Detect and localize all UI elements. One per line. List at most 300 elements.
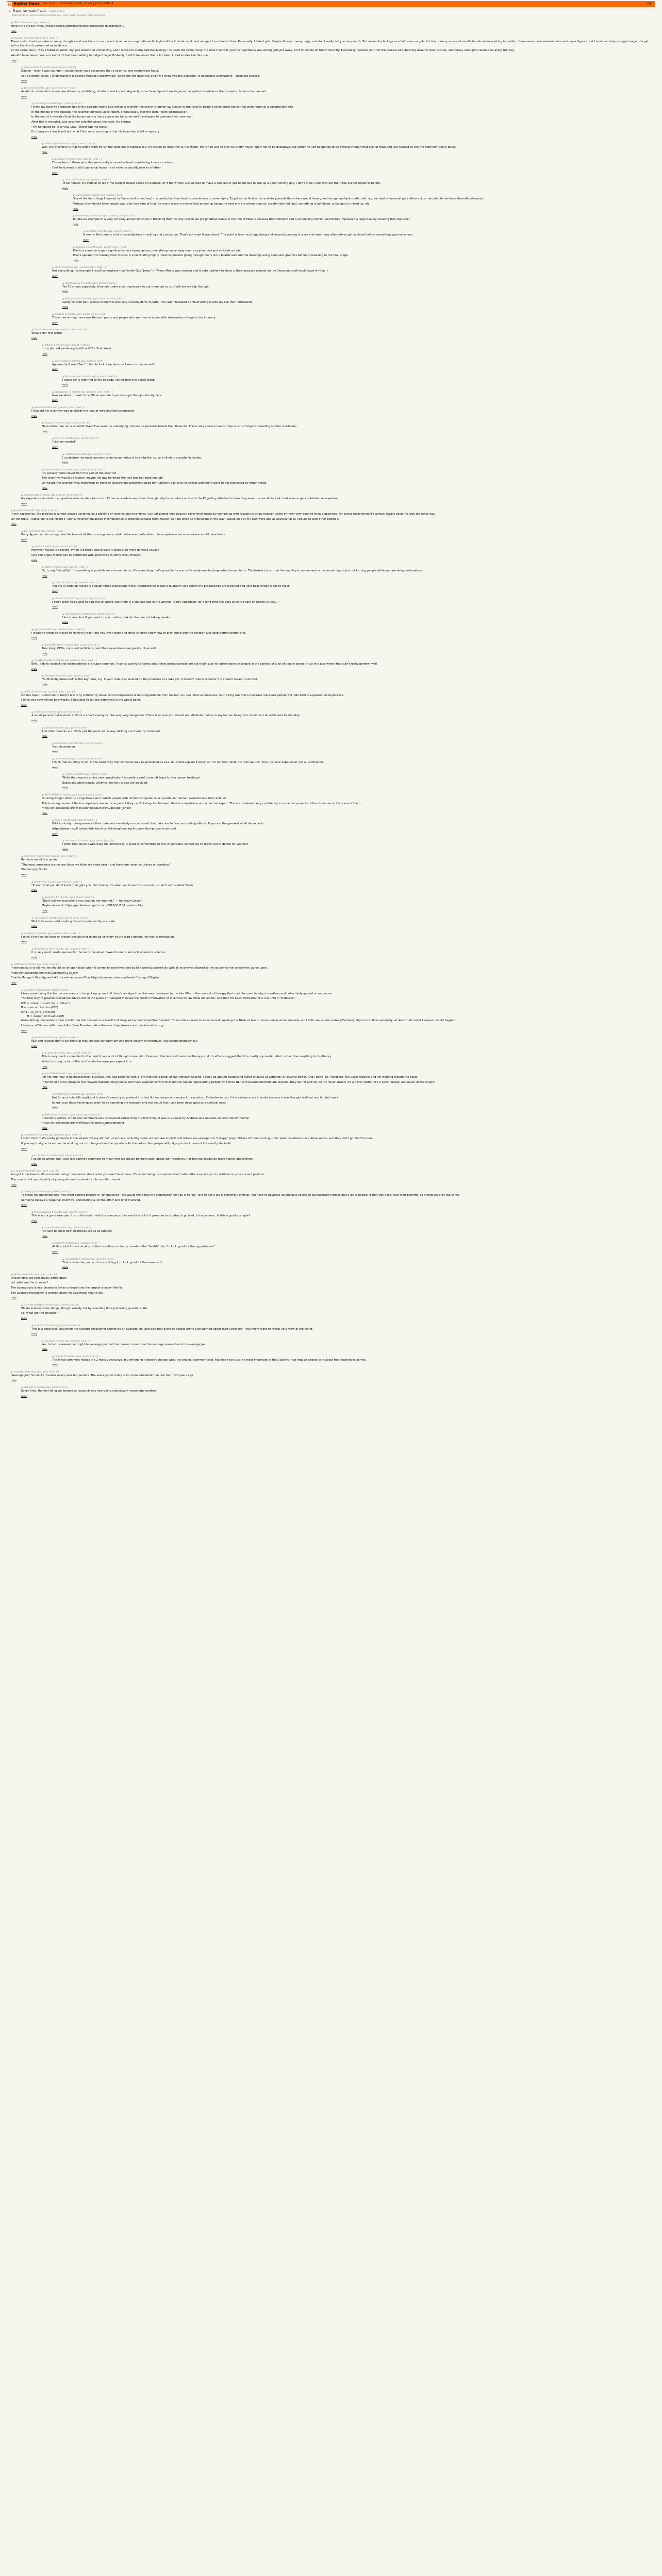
- reply-link[interactable]: reply: [52, 833, 58, 836]
- reply-link[interactable]: reply: [62, 306, 69, 309]
- reply-link[interactable]: reply: [42, 910, 48, 913]
- comment-meta[interactable]: marcc 6 months ago | parent | next [–]: [55, 582, 99, 585]
- reply-link[interactable]: reply: [42, 151, 48, 154]
- comment-paragraph: I wouldn't attribute malice to Hanlon's razor, but yes, even dogs and small children know how to play dumb and the children just keep getting better at it.: [31, 631, 246, 635]
- upvote-arrow-icon[interactable]: ▲: [42, 726, 44, 730]
- comment-paragraph: In my experience, the pipeline is almost always designed as a pipeline of rewards and incentives. Corrupt people meticulously cover their tracks by coming up with reasons to show neglect, some of them very good to show sloppiness. For senior researchers it's almost always easier to look the other way.: [11, 513, 436, 516]
- comment-meta[interactable]: hmmokay 6 months ago | parent | next [–]: [34, 103, 82, 106]
- comment-meta[interactable]: a_bonobo 6 months ago | prev | next [–]: [13, 1170, 59, 1173]
- comment-meta[interactable]: rsa 6 months ago | parent | prev | next [–]: [55, 757, 103, 760]
- comment-meta[interactable]: tomjakubowski 6 months ago | parent | next [–]: [34, 1211, 88, 1214]
- comment-paragraph: Charlie Munger's Misjudgment #1: Incentive-caused Bias https://www.youtube.com/watch?v=pqzcCfUglws: [11, 976, 160, 980]
- reply-link[interactable]: reply: [31, 559, 38, 562]
- reply-link[interactable]: reply: [11, 1183, 17, 1187]
- comment-meta[interactable]: nkrisc 6 months ago | parent | prev | next [–]: [55, 266, 106, 269]
- comment-body: [73, 197, 651, 206]
- upvote-arrow-icon[interactable]: ▲: [21, 1303, 23, 1307]
- upvote-arrow-icon[interactable]: ▲: [62, 375, 64, 378]
- comment-body: [62, 456, 651, 461]
- upvote-arrow-icon[interactable]: ▲: [11, 1170, 13, 1173]
- upvote-arrow-icon[interactable]: ▲: [62, 613, 64, 616]
- comment-meta[interactable]: cmrx64 6 months ago | parent | next [–]: [55, 1355, 101, 1358]
- comment: [21, 87, 655, 99]
- comment: [31, 1155, 655, 1166]
- upvote-arrow-icon[interactable]: ▲: [31, 1211, 34, 1214]
- comment-paragraph: It's hard to know how incentives are as all tangled.: [42, 1230, 113, 1233]
- reply-link[interactable]: reply: [42, 812, 48, 815]
- comment-meta[interactable]: jmichael 6 months ago | prev | next [–]: [13, 37, 58, 40]
- comment: [21, 933, 655, 944]
- comment-meta[interactable]: renewiltord 6 months ago | parent | prev | next [–]: [24, 1134, 81, 1137]
- upvote-arrow-icon[interactable]: ▲: [62, 282, 64, 285]
- reply-link[interactable]: reply: [21, 538, 27, 541]
- upvote-arrow-icon[interactable]: ▲: [73, 246, 75, 249]
- comment-paragraph: Unalienable: we collectively agree upon.: [11, 1276, 68, 1280]
- upvote-arrow-icon[interactable]: ▲: [42, 675, 44, 678]
- reply-link[interactable]: reply: [31, 135, 38, 139]
- upvote-arrow-icon[interactable]: ▲: [11, 22, 13, 24]
- upvote-arrow-icon[interactable]: ▲: [52, 313, 54, 316]
- reply-link[interactable]: reply: [11, 523, 17, 526]
- upvote-arrow-icon[interactable]: ▲: [52, 819, 54, 822]
- comment-meta[interactable]: sefrost 6 months ago | parent | next [–]: [55, 1242, 100, 1245]
- upvote-arrow-icon[interactable]: ▲: [31, 546, 34, 549]
- comment-paragraph: In the end, it's revealed that the bones were a fraud concocted by some mall developers to promote their new mall.: [31, 115, 193, 119]
- comment-paragraph: If memory serves, I think this sentiment was discovered earlier than the first thing; it was in a paper by Andreas and Andreas on core transformation.: [42, 1116, 251, 1120]
- comment-meta[interactable]: ur-whale 6 months ago | parent | next [–]: [44, 1052, 91, 1055]
- upvote-arrow-icon[interactable]: ▲: [52, 597, 54, 600]
- reply-link[interactable]: reply: [73, 208, 79, 211]
- comment-meta[interactable]: NoGravitas 6 months ago | parent | prev | next [–]: [44, 1113, 102, 1116]
- comment-paragraph: More often than not a scientific fraud I've seen the underlying motives be personal beliefs than financial. This is why science needs to be much stronger in weeding out the charlatans.: [42, 425, 297, 429]
- reply-link[interactable]: reply: [31, 637, 38, 640]
- comment-paragraph: At the same time, I was a failed scientist: my gels weren't as convincing, and I moved to computational biology. I've seen the same thing: the data that tells you the hypothesis was wrong gets put away. A lot of people do this innocently. Eventually I worked out that the process of publishing rewards clean stories, and messy data gets cleaned up along the way.: [11, 49, 515, 53]
- comment-meta[interactable]: pm_ 6 months ago | parent | next [–]: [24, 530, 66, 533]
- reply-link[interactable]: reply: [62, 1266, 69, 1269]
- reply-link[interactable]: reply: [52, 321, 58, 325]
- comment-body: [21, 1137, 651, 1146]
- comment-meta[interactable]: lostlogin 6 months ago | parent | next [–]: [24, 1386, 71, 1389]
- reply-link[interactable]: reply: [21, 502, 27, 505]
- upvote-arrow-icon[interactable]: ▲: [21, 87, 23, 90]
- upvote-arrow-icon[interactable]: ▲: [21, 690, 23, 693]
- comment-meta[interactable]: spdegabrielle 6 months ago | parent | prev | next [–]: [65, 297, 125, 300]
- comment-meta[interactable]: MilStar 6 months ago | next [–]: [13, 22, 49, 24]
- upvote-arrow-icon[interactable]: ▲: [62, 179, 64, 182]
- comment-meta[interactable]: cb321 6 months ago | parent | prev | next [–]: [24, 690, 75, 693]
- reply-link[interactable]: reply: [21, 1317, 27, 1320]
- comment-paragraph: I conjecture the most common underlying motive is to embellish cv, and climb the academic ladder.: [62, 456, 202, 460]
- reply-link[interactable]: reply: [11, 1379, 17, 1382]
- reply-link[interactable]: reply: [31, 956, 38, 959]
- comment-meta[interactable]: Anotherhue 6 months ago | parent | next [–]: [65, 613, 115, 616]
- reply-link[interactable]: reply: [62, 848, 69, 851]
- comment-paragraph: The best way to provide procedural advice within the guide or therapist involves the client's motivation or incentive for an initial behaviour, and then for each motivation it is run until it "stabilizes".: [21, 997, 296, 1001]
- reply-link[interactable]: reply: [42, 1065, 48, 1069]
- upvote-arrow-icon[interactable]: ▲: [52, 391, 54, 394]
- comment-body: [31, 549, 651, 557]
- comment-paragraph: I think it isn't on loc tests or present results that might be contrary to the lead's dogma, for fear of retribution.: [21, 935, 175, 939]
- comment-meta[interactable]: a_bonobo 6 months ago | parent | next [–]: [44, 1227, 93, 1230]
- reply-link[interactable]: reply: [42, 487, 48, 490]
- upvote-arrow-icon[interactable]: ▲: [31, 917, 34, 920]
- reply-link[interactable]: reply: [31, 720, 38, 722]
- comment: [31, 659, 655, 671]
- comment-paragraph: Not everything, for example I recall somewhere that Family Guy "jokes" in Tween Meats was random and it didn't adhere to show culture because nobody on the Simpsons staff would have written it.: [52, 269, 329, 273]
- comment-meta[interactable]: B1FF_PSUVM 6 months ago | parent | prev | next [–]: [44, 793, 104, 796]
- reply-link[interactable]: reply: [52, 751, 58, 754]
- story-title[interactable]: Fraud, so much fraud: [12, 9, 46, 13]
- reply-link[interactable]: reply: [42, 735, 48, 738]
- reply-link[interactable]: reply: [52, 275, 58, 278]
- reply-link[interactable]: reply: [31, 1045, 38, 1048]
- comment-paragraph: Apparently it was "Bart". I had to look it up because I was curious as well.: [52, 363, 155, 366]
- comment-meta[interactable]: BiLuvsMoney 6 months ago | parent | next [–]: [65, 375, 117, 378]
- comment-meta[interactable]: pydry 6 months ago | parent | prev | next [–]: [34, 628, 85, 631]
- reply-link[interactable]: reply: [73, 259, 79, 262]
- comment-meta[interactable]: ssnistfajen 6 months ago | parent | next [–]: [34, 1155, 84, 1158]
- upvote-arrow-icon[interactable]: ▲: [42, 793, 44, 796]
- comment-meta[interactable]: jawns 6 months ago | parent | prev | next [–]: [34, 406, 85, 410]
- upvote-arrow-icon[interactable]: ▲: [21, 855, 23, 858]
- comment: [42, 422, 655, 434]
- nav-jobs[interactable]: jobs: [95, 2, 101, 6]
- reply-link[interactable]: reply: [42, 352, 48, 355]
- comment-meta[interactable]: aqsalose 6 months ago | parent | prev | next [–]: [75, 246, 130, 249]
- comment-paragraph: It is very much useful excuse for the narrative about flawed humans and anti science is science.: [31, 951, 166, 954]
- upvote-arrow-icon[interactable]: ▲: [52, 1355, 54, 1358]
- comment-paragraph: As I've gotten older, I understand that Charlie Munger's observation "Show me the incentive and I will show you the outcome" is applicable everywhere - including science.: [21, 74, 260, 78]
- comment-meta[interactable]: samatman 6 months ago | parent | next [–]: [65, 840, 114, 843]
- upvote-arrow-icon[interactable]: ▲: [52, 1242, 54, 1245]
- upvote-arrow-icon[interactable]: ▲: [31, 1155, 34, 1158]
- upvote-arrow-icon[interactable]: ▲: [42, 566, 44, 569]
- reply-link[interactable]: reply: [31, 1163, 38, 1166]
- comment-meta[interactable]: hannasanarion 6 months ago | parent | prev | next [–]: [44, 468, 106, 471]
- comment-paragraph: We do achieve some things, though usually not by spending time pondering questions like.: [21, 1307, 148, 1310]
- reply-link[interactable]: reply: [62, 187, 69, 190]
- comment-paragraph: I think my favorite Simpsons gag is the episode where Lisa enlists a scientist (voiced by Stephen Jay Gould) to run tests to debunk some angel bones that were found at a construction site.: [31, 106, 294, 109]
- comment-meta[interactable]: andrewstuart 6 months ago | parent | prev | next [–]: [24, 494, 84, 497]
- upvote-arrow-icon[interactable]: ▲: [42, 1113, 44, 1116]
- upvote-arrow-icon[interactable]: ▲: [11, 1273, 13, 1276]
- nav-ask[interactable]: ask: [77, 2, 82, 6]
- reply-link[interactable]: reply: [52, 368, 58, 371]
- upvote-arrow-icon[interactable]: ▲: [21, 1191, 23, 1194]
- reply-link[interactable]: reply: [31, 1333, 38, 1336]
- reply-link[interactable]: reply: [31, 668, 38, 671]
- comment-meta[interactable]: guyoverthere 6 months ago | parent | next [–]: [24, 66, 76, 70]
- upvote-arrow-icon[interactable]: ▲: [73, 194, 75, 197]
- reply-link[interactable]: reply: [42, 1235, 48, 1238]
- comment: [42, 143, 655, 155]
- reply-link[interactable]: reply: [31, 889, 38, 892]
- story-domain[interactable]: (science.org): [49, 10, 64, 13]
- upvote-arrow-icon[interactable]: ▲: [52, 158, 54, 161]
- upvote-arrow-icon[interactable]: ▲: [73, 215, 75, 218]
- comment-paragraph: Would I have been more successful if I had been willing to fudge things? Probably. I still think about that a lot when I read stories like this one.: [11, 54, 209, 57]
- y-logo-icon[interactable]: Y: [8, 2, 11, 7]
- upvote-arrow-icon[interactable]: ▲: [11, 1371, 13, 1374]
- comment-meta[interactable]: daveguy 6 months ago | parent | next [–]: [24, 1191, 71, 1194]
- comment-paragraph: On the topic, I subscribe to Joe Moore's "any sufficiently advanced incompetence is indistinguishable from malice" so I am often as meticulous in the way I would look at my own work and as adversarial as I would be with other people's.: [11, 517, 340, 521]
- upvote-arrow-icon[interactable]: ▲: [52, 742, 54, 745]
- upvote-arrow-icon[interactable]: ▲: [31, 948, 34, 951]
- reply-link[interactable]: reply: [21, 80, 27, 83]
- upvote-arrow-icon[interactable]: ▲: [42, 896, 44, 899]
- comment-meta[interactable]: bravura 6 months ago | parent | next [–]: [34, 1324, 80, 1327]
- reply-link[interactable]: reply: [31, 925, 38, 928]
- upvote-arrow-icon[interactable]: ▲: [62, 773, 64, 776]
- comment: [21, 989, 655, 1033]
- nav-show[interactable]: show: [85, 2, 92, 6]
- comment-meta[interactable]: mistermann 6 months ago | parent | next [–]: [55, 1093, 106, 1096]
- upvote-arrow-icon[interactable]: ▲: [21, 1134, 23, 1137]
- comment-meta[interactable]: patch 6 months ago | parent | next [–]: [44, 566, 88, 569]
- comment-body: [42, 1055, 651, 1064]
- comment: [21, 855, 655, 877]
- comment-paragraph: until is_core_state(M):: [21, 1010, 57, 1014]
- nav-new[interactable]: new: [42, 2, 48, 6]
- comment-body: [42, 569, 651, 573]
- comment-paragraph: I'm not into "NLP is pseudoscience" business. I've had patience with it. I'm into being proof of NLP efficacy. Second, I don't go around suggesting factor analysis or astrology or psychic power. And I don't like "hardcore" the usual rebuttal and I'm working toward the basis.: [42, 1076, 418, 1079]
- nav-past[interactable]: past: [51, 2, 57, 6]
- reply-link[interactable]: reply: [73, 223, 79, 226]
- upvote-arrow-icon[interactable]: ▲: [42, 1052, 44, 1055]
- comment-paragraph: The core is that you should put your goals and constraints into a public domain.: [11, 1178, 122, 1182]
- reply-link[interactable]: reply: [52, 172, 58, 175]
- comment-body: [21, 694, 651, 703]
- comment: [52, 742, 655, 754]
- reply-link[interactable]: reply: [21, 1147, 27, 1150]
- comment-meta[interactable]: ajkjk 6 months ago | parent | next [–]: [55, 819, 97, 822]
- reply-link[interactable]: reply: [52, 766, 58, 769]
- comment-meta[interactable]: wesleyyue 6 months ago | parent | prev | next [–]: [34, 917, 90, 920]
- comment-meta[interactable]: kristopolous 6 months ago | parent | prev | next [–]: [55, 391, 113, 394]
- upvote-arrow-icon[interactable]: ▲: [31, 1037, 34, 1040]
- comment-meta[interactable]: hackernewds 6 months ago | parent | prev | next [–]: [75, 215, 135, 218]
- comment-meta[interactable]: SantalBlush 6 months ago | parent | next [–]: [65, 1258, 115, 1261]
- reply-link[interactable]: reply: [42, 1127, 48, 1130]
- upvote-arrow-icon[interactable]: ▲: [21, 932, 23, 935]
- upvote-arrow-icon[interactable]: ▲: [52, 437, 54, 440]
- comment: [52, 582, 655, 594]
- comment-paragraph: The initial comment makes the 2 mostly exclusive. You reframing it doesn't change what the original comment said. You also have just the most important of the 2 points: that regular people care about their incentives as well.: [52, 1358, 367, 1362]
- comment-meta[interactable]: geoduck14 6 months ago | parent | next [–]: [44, 896, 94, 899]
- reply-link[interactable]: reply: [42, 574, 48, 578]
- upvote-arrow-icon[interactable]: ▲: [83, 230, 85, 233]
- comment-paragraph: D&K ironically misrepresented their data and massively misconstrued that data due to floor and ceiling effects. If you are the greatest of all the experts...: [52, 822, 267, 826]
- upvote-arrow-icon[interactable]: ▲: [52, 1093, 54, 1096]
- reply-link[interactable]: reply: [31, 337, 38, 340]
- reply-link[interactable]: reply: [42, 430, 48, 433]
- comment: [42, 469, 655, 490]
- reply-link[interactable]: reply: [52, 606, 58, 609]
- upvote-arrow-icon[interactable]: ▲: [21, 494, 23, 497]
- comment: [52, 313, 655, 325]
- comment-paragraph: Dunning-Kruger effect is a cognitive bias in which people with limited competence in a particular domain overestimate their abilities.: [42, 796, 227, 800]
- upvote-arrow-icon[interactable]: ▲: [11, 37, 13, 40]
- reply-link[interactable]: reply: [52, 1364, 58, 1367]
- comment-meta[interactable]: ddsiv 6 months ago | parent | next [–]: [34, 546, 77, 549]
- upvote-arrow-icon[interactable]: ▲: [21, 1386, 23, 1389]
- comment-meta[interactable]: wouldbecouldbe 6 months ago | parent | prev | next [–]: [34, 659, 97, 663]
- comment-paragraph: I don't think that's really gonna be in the wheel? I'd say all their incentives, including some of them are implicit and others are emergent in "creepy" ways. Others of them coming up for what incentives our culture wants, and they don't go. Stuff is done.: [21, 1137, 374, 1141]
- comment-meta[interactable]: cesarb 6 months ago | parent | next [–]: [65, 773, 110, 776]
- comment-paragraph: Every time, the first thing we learned at research was how being statistically meaningful matters.: [21, 1389, 158, 1393]
- comment-meta[interactable]: jonahx 6 months ago | parent | next [–]: [34, 1037, 79, 1040]
- reply-link[interactable]: reply: [52, 446, 58, 449]
- comment-body: [52, 161, 651, 170]
- comment-meta[interactable]: stouset 6 months ago | parent | prev | next [–]: [55, 597, 108, 600]
- reply-link[interactable]: reply: [31, 1219, 38, 1223]
- upvote-arrow-icon[interactable]: ▲: [62, 297, 64, 300]
- reply-link[interactable]: reply: [42, 1086, 48, 1089]
- upvote-arrow-icon[interactable]: ▲: [9, 10, 11, 13]
- upvote-arrow-icon[interactable]: ▲: [31, 329, 34, 332]
- comment-meta[interactable]: danielbln 6 months ago | parent | next [–]: [86, 230, 133, 233]
- reply-link[interactable]: reply: [11, 30, 17, 33]
- upvote-arrow-icon[interactable]: ▲: [42, 1340, 44, 1343]
- comment-meta[interactable]: ChrisMarshallNY 6 months ago | parent | next [–]: [24, 1303, 79, 1307]
- upvote-arrow-icon[interactable]: ▲: [42, 1073, 44, 1076]
- upvote-arrow-icon[interactable]: ▲: [31, 711, 34, 714]
- reply-link[interactable]: reply: [52, 1107, 58, 1110]
- comment: [42, 1340, 655, 1352]
- comment-meta[interactable]: mordae 6 months ago | parent | next [–]: [65, 179, 111, 182]
- reply-link[interactable]: reply: [11, 1297, 17, 1300]
- comment-paragraph: "I'm not going to lie to you, Lisa. I never ran the tests.": [31, 125, 108, 129]
- upvote-arrow-icon[interactable]: ▲: [52, 757, 54, 760]
- comment-meta[interactable]: JohnFen 6 months ago | parent | prev | next [–]: [24, 855, 77, 858]
- reply-link[interactable]: reply: [52, 1250, 58, 1253]
- upvote-arrow-icon[interactable]: ▲: [52, 266, 54, 269]
- upvote-arrow-icon[interactable]: ▲: [42, 1227, 44, 1230]
- upvote-arrow-icon[interactable]: ▲: [11, 510, 13, 513]
- reply-link[interactable]: reply: [52, 399, 58, 402]
- comment: [31, 103, 655, 139]
- comment-meta[interactable]: ACBonan 6 months ago | parent | next [–]: [65, 453, 112, 456]
- comment-meta[interactable]: Uniqual 6 months ago | parent | next [–]: [44, 422, 90, 425]
- comment: [52, 437, 655, 449]
- comment-meta[interactable]: throwaway 6 months ago | parent | next [–]: [55, 742, 104, 745]
- reply-link[interactable]: reply: [21, 1395, 27, 1398]
- comment: [52, 266, 655, 278]
- reply-link[interactable]: reply: [62, 621, 69, 624]
- comment-meta[interactable]: Mimicry 6 months ago | prev | next [–]: [13, 1273, 57, 1276]
- reply-link[interactable]: reply: [11, 981, 17, 985]
- comment-body: [21, 1194, 651, 1202]
- comment-meta[interactable]: gifforce 6 months ago | parent | next [–]: [44, 344, 90, 347]
- comment-meta[interactable]: oarabbus_ 6 months ago | parent | prev | next [–]: [24, 932, 80, 935]
- site-name[interactable]: Hacker News: [13, 2, 40, 6]
- comment-meta[interactable]: TeMPOraL 6 months ago | prev | next [–]: [13, 963, 59, 967]
- reply-link[interactable]: reply: [21, 941, 27, 944]
- comment-meta[interactable]: smackeyacky 6 months ago | parent | next [–]: [65, 282, 118, 285]
- reply-link[interactable]: reply: [42, 652, 48, 655]
- comment-meta[interactable]: pasc1878 6 months ago | parent | prev | next [–]: [44, 1073, 100, 1076]
- upvote-arrow-icon[interactable]: ▲: [42, 644, 44, 647]
- upvote-arrow-icon[interactable]: ▲: [42, 422, 44, 425]
- comment-meta[interactable]: Gibbon1 6 months ago | parent | prev | next [–]: [55, 313, 109, 316]
- comment-meta[interactable]: robertlagrant 6 months ago | parent | next [–]: [44, 143, 96, 146]
- upvote-arrow-icon[interactable]: ▲: [42, 344, 44, 347]
- nav-comments[interactable]: comments: [59, 2, 74, 6]
- upvote-arrow-icon[interactable]: ▲: [42, 143, 44, 146]
- upvote-arrow-icon[interactable]: ▲: [31, 1324, 34, 1327]
- comment-meta[interactable]: throwawaaarrgh 6 months ago | parent | next [–]: [34, 948, 90, 951]
- upvote-arrow-icon[interactable]: ▲: [62, 1258, 64, 1261]
- nav-submit[interactable]: submit: [104, 2, 113, 6]
- upvote-arrow-icon[interactable]: ▲: [21, 66, 23, 70]
- comment-meta[interactable]: ur-whale 6 months ago | parent | next [–]: [24, 989, 71, 992]
- comment: [83, 230, 655, 242]
- reply-link[interactable]: reply: [11, 59, 17, 62]
- reply-link[interactable]: reply: [21, 95, 27, 98]
- comment-body: [42, 797, 651, 811]
- upvote-arrow-icon[interactable]: ▲: [31, 880, 34, 884]
- reply-link[interactable]: reply: [21, 1029, 27, 1032]
- comment: [31, 1211, 655, 1223]
- comment-meta[interactable]: ellyagg 6 months ago | parent | next [–]: [44, 1340, 90, 1343]
- upvote-arrow-icon[interactable]: ▲: [11, 963, 13, 967]
- comment-paragraph: That's reductive, some of us are doing it to look good for the same sex!: [62, 1261, 162, 1264]
- reply-link[interactable]: reply: [52, 590, 58, 593]
- reply-link[interactable]: reply: [21, 1204, 27, 1207]
- reply-link[interactable]: reply: [62, 384, 69, 387]
- reply-link[interactable]: reply: [21, 874, 27, 877]
- comment-body: [42, 678, 651, 682]
- upvote-arrow-icon[interactable]: ▲: [62, 840, 64, 843]
- comment-meta[interactable]: zmgsabst 6 months ago | prev | next [–]: [13, 1371, 59, 1374]
- reply-link[interactable]: reply: [31, 415, 38, 418]
- upvote-arrow-icon[interactable]: ▲: [52, 582, 54, 585]
- login-link[interactable]: login: [646, 2, 653, 6]
- comment-meta[interactable]: Gunnar 6 months ago | parent | prev | next [–]: [34, 329, 87, 332]
- comment-meta[interactable]: EnricoRazzo 6 months ago | parent | next [–]: [55, 360, 106, 363]
- reply-link[interactable]: reply: [62, 462, 69, 465]
- reply-link[interactable]: reply: [83, 239, 89, 242]
- comment-meta[interactable]: slothtrop 6 months ago | parent | next [–]: [34, 711, 81, 714]
- comment-paragraph: Someone believe a negative incentive, considering all of the effort and grief involved.: [21, 1198, 141, 1202]
- comment-meta[interactable]: gorgoiler 6 months ago | prev | next [–]: [13, 510, 58, 513]
- comment-meta[interactable]: harryp 6 months ago | parent | next [–]: [55, 437, 100, 440]
- upvote-arrow-icon[interactable]: ▲: [42, 468, 44, 471]
- comment-meta[interactable]: bombcar 6 months ago | parent | next [–]: [55, 158, 102, 161]
- upvote-arrow-icon[interactable]: ▲: [31, 659, 34, 663]
- upvote-arrow-icon[interactable]: ▲: [31, 406, 34, 410]
- reply-link[interactable]: reply: [62, 291, 69, 294]
- comment-meta[interactable]: ClumsyPilot 6 months ago | parent | next [–]: [75, 194, 126, 197]
- comment-meta[interactable]: blindriver 6 months ago | parent | next [–]: [34, 880, 82, 884]
- comment-meta[interactable]: tomcam 6 months ago | parent | prev | next [–]: [24, 87, 77, 90]
- comment-meta[interactable]: kolinko 6 months ago | parent | next [–]: [44, 726, 90, 730]
- reply-link[interactable]: reply: [62, 787, 69, 790]
- upvote-arrow-icon[interactable]: ▲: [62, 453, 64, 456]
- upvote-arrow-icon[interactable]: ▲: [31, 628, 34, 631]
- reply-link[interactable]: reply: [42, 1348, 48, 1351]
- upvote-arrow-icon[interactable]: ▲: [21, 989, 23, 992]
- upvote-arrow-icon[interactable]: ▲: [52, 360, 54, 363]
- reply-link[interactable]: reply: [42, 684, 48, 687]
- upvote-arrow-icon[interactable]: ▲: [21, 530, 23, 533]
- reply-link[interactable]: reply: [21, 704, 27, 707]
- comment-meta[interactable]: DoreenMichele 6 months ago | parent | next [–]: [44, 644, 98, 647]
- comment: [31, 329, 655, 341]
- comment-meta[interactable]: Apologies 6 months ago | parent | next [–]: [44, 675, 93, 678]
- comment: [42, 1114, 655, 1131]
- upvote-arrow-icon[interactable]: ▲: [31, 103, 34, 106]
